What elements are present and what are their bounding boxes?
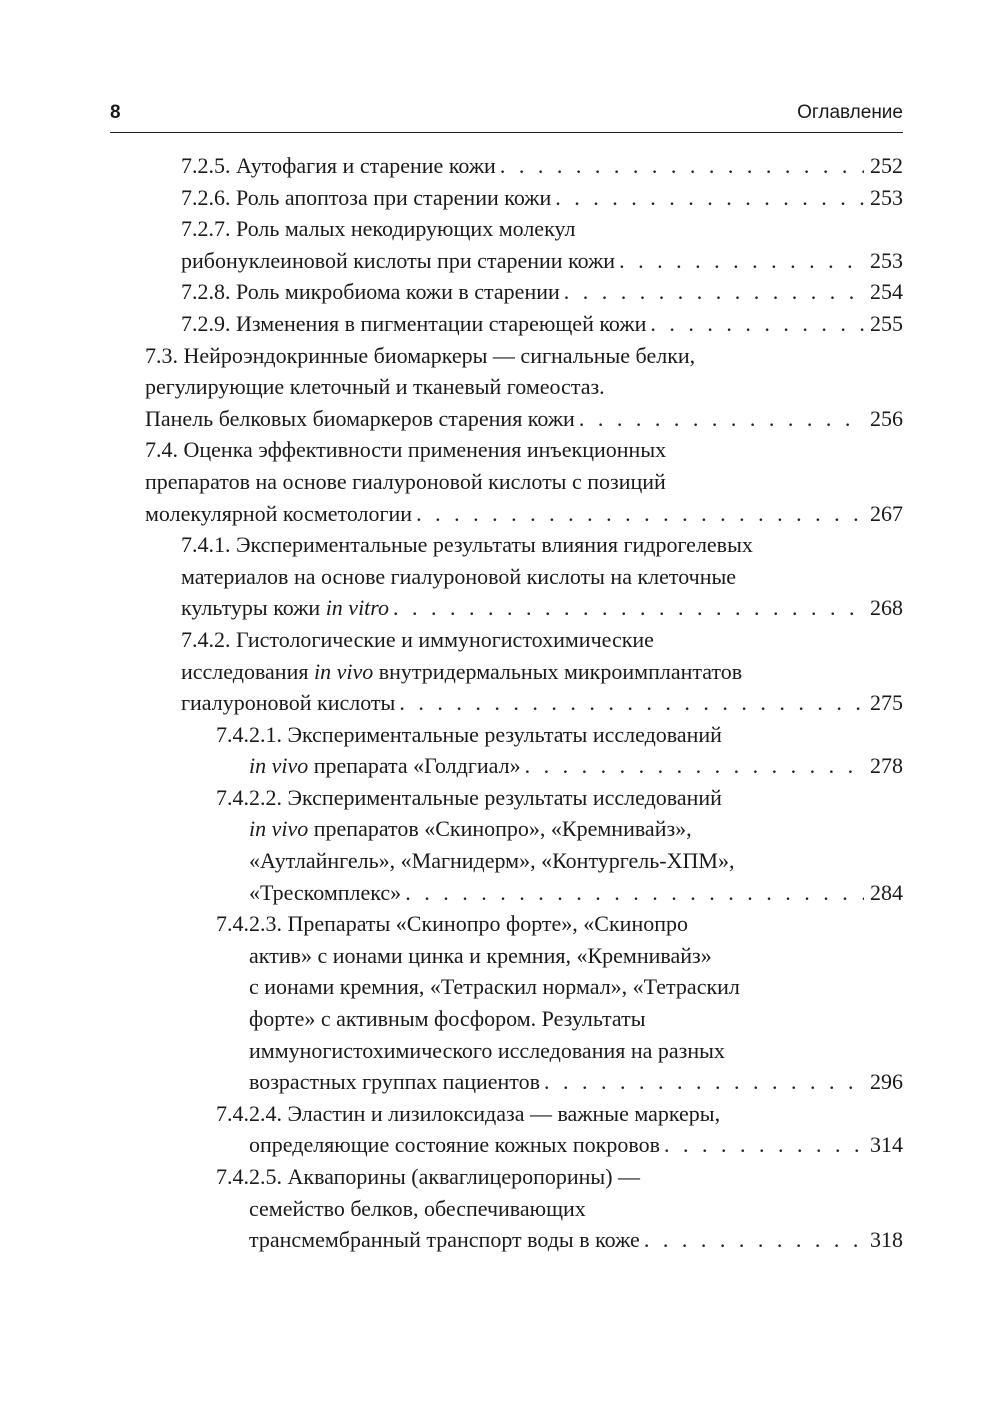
- leader-dots: [644, 1224, 864, 1256]
- leader-dots: [544, 1066, 864, 1098]
- toc-page-number: 318: [870, 1227, 903, 1253]
- toc-entry-7-4-2[interactable]: 7.4.2. Гистологические и иммуногистохимические исследования in vivo внутридермальных микроимплантатов гиалуроновой кислоты . . . 275: [0, 624, 1000, 719]
- toc-entry-7-2-8[interactable]: 7.2.8. Роль микробиома кожи в старении . . . 254: [181, 276, 1000, 308]
- toc-page-number: 253: [870, 184, 903, 210]
- leader-dots: [525, 750, 864, 782]
- toc-entry-7-4-2-5[interactable]: 7.4.2.5. Аквапорины (акваглицеропорины) — семейство белков, обеспечивающих трансмембранный транспорт воды в коже . . . 318: [0, 1161, 1000, 1256]
- leader-dots: [564, 276, 864, 308]
- toc-page-number: 314: [870, 1132, 903, 1158]
- leader-dots: [393, 592, 864, 624]
- toc-entry-7-2-6[interactable]: 7.2.6. Роль апоптоза при старении кожи . . . 253: [181, 182, 1000, 214]
- leader-dots: [416, 498, 864, 530]
- leader-dots: [500, 150, 864, 182]
- toc-page-number: 254: [870, 279, 903, 305]
- toc-page-number: 256: [870, 405, 903, 431]
- running-header: [110, 100, 903, 133]
- toc-page-number: 278: [870, 753, 903, 779]
- table-of-contents: [0, 150, 1000, 1256]
- leader-dots: [664, 1129, 864, 1161]
- toc-entry-7-4-2-2[interactable]: 7.4.2.2. Экспериментальные результаты исследований in vivo препаратов «Скинопро», «Кремнивайз», «Аутлайнгель», «Магнидерм», «Контургель-ХПМ», «Трескомплекс» . . . 284: [0, 782, 1000, 908]
- toc-entry-7-2-9[interactable]: 7.2.9. Изменения в пигментации стареющей кожи . . . 255: [181, 308, 1000, 340]
- leader-dots: [650, 308, 864, 340]
- toc-page-number: 268: [870, 595, 903, 621]
- leader-dots: [555, 182, 864, 214]
- toc-page-number: 296: [870, 1069, 903, 1095]
- toc-page-number: 252: [870, 153, 903, 178]
- running-title: Оглавление: [797, 102, 903, 123]
- leader-dots: [399, 687, 864, 719]
- toc-page-number: 284: [870, 879, 903, 905]
- leader-dots: [619, 245, 864, 277]
- toc-page-number: 267: [870, 500, 903, 526]
- toc-entry-7-2-7[interactable]: 7.2.7. Роль малых некодирующих молекул рибонуклеиновой кислоты при старении кожи . . . 253: [0, 213, 1000, 276]
- toc-entry-7-4-2-4[interactable]: 7.4.2.4. Эластин и лизилоксидаза — важные маркеры, определяющие состояние кожных покровов . . . 314: [0, 1098, 1000, 1161]
- toc-page-number: 255: [870, 310, 903, 336]
- toc-entry-7-4-1[interactable]: 7.4.1. Экспериментальные результаты влияния гидрогелевых материалов на основе гиалуроновой кислоты на клеточные культуры кожи in vitro . . . 268: [0, 529, 1000, 624]
- leader-dots: [405, 877, 864, 909]
- toc-page-number: 253: [870, 247, 903, 273]
- toc-entry-7-4-2-3[interactable]: 7.4.2.3. Препараты «Скинопро форте», «Скинопро актив» с ионами цинка и кремния, «Кремнивайз» с ионами кремния, «Тетраскил нормал», «Тетраскил форте» с активным фосфором. Результаты иммуногистохимического исследования на разных возрастных группах пациентов . . . 296: [0, 908, 1000, 1098]
- toc-entry-7-4-2-1[interactable]: 7.4.2.1. Экспериментальные результаты исследований in vivo препарата «Голдгиал» . . . 278: [0, 719, 1000, 782]
- page-number: 8: [110, 102, 121, 123]
- toc-entry-7-4[interactable]: 7.4. Оценка эффективности применения инъекционных препаратов на основе гиалуроновой кислоты с позиций молекулярной косметологии . . . 267: [0, 434, 1000, 529]
- toc-page-number: 275: [870, 690, 903, 716]
- leader-dots: [579, 403, 864, 435]
- toc-entry-7-3[interactable]: 7.3. Нейроэндокринные биомаркеры — сигнальные белки, регулирующие клеточный и тканевый гомеостаз. Панель белковых биомаркеров старения кожи . . . 256: [0, 340, 1000, 435]
- toc-entry-7-2-5[interactable]: 7.2.5. Аутофагия и старение кожи . . . 252: [181, 150, 1000, 182]
